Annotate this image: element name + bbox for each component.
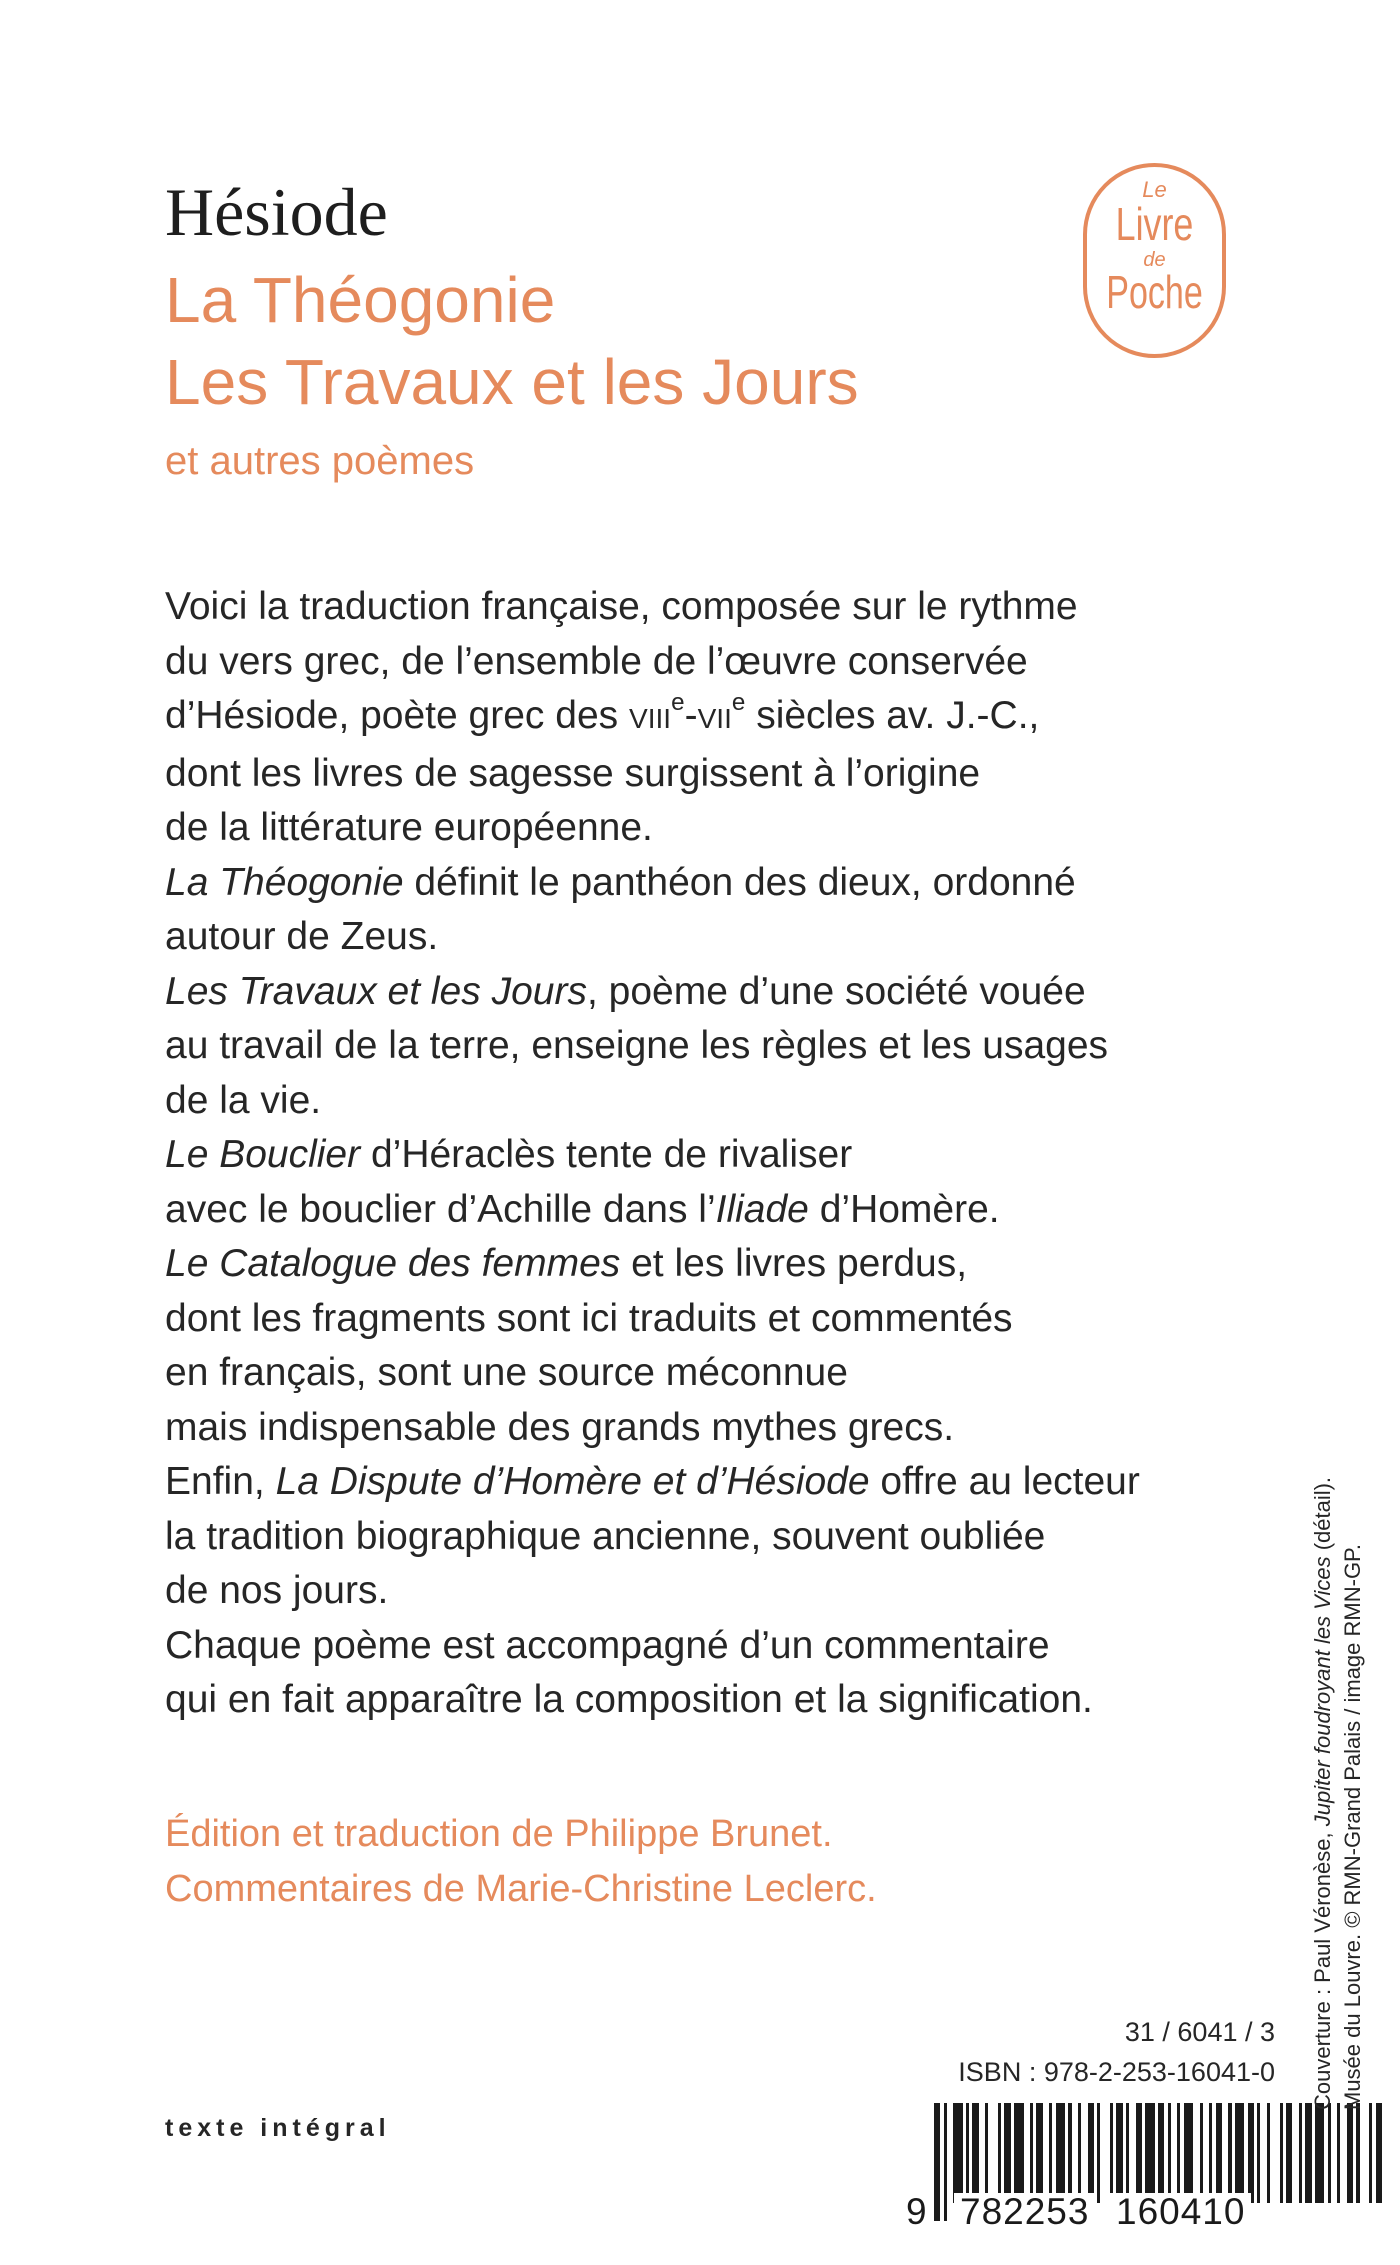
barcode-bar (1110, 2103, 1113, 2203)
author-name: Hésiode (165, 174, 388, 250)
barcode-bar (1184, 2103, 1194, 2203)
barcode-bar (1097, 2103, 1100, 2203)
title-travaux-et-jours: Les Travaux et les Jours (165, 346, 859, 418)
blurb-line: Les Travaux et les Jours, poème d’une société vouée (165, 969, 1086, 1013)
cover-credit-line1: Couverture : Paul Véronèse, Jupiter foudroyant les Vices (détail). (1310, 1476, 1335, 2110)
title-theogonie: La Théogonie (165, 264, 556, 336)
barcode-bar (1136, 2103, 1142, 2203)
blurb-line: Voici la traduction française, composée sur le rythme (165, 585, 1078, 628)
blurb-line: du vers grec, de l’ensemble de l’œuvre conservée (165, 639, 1028, 683)
blurb-line: La Théogonie définit le panthéon des dieux, ordonné (165, 860, 1076, 904)
barcode-bar (953, 2103, 963, 2203)
blurb-line: autour de Zeus. (165, 915, 439, 958)
blurb-line: Le Bouclier d’Héraclès tente de rivaliser (165, 1133, 853, 1176)
subtitle: et autres poèmes (165, 439, 475, 483)
barcode-bar (1078, 2103, 1081, 2203)
barcode-bar (1209, 2103, 1212, 2203)
blurb-line: avec le bouclier d’Achille dans l’Iliade d’Homère. (165, 1187, 1000, 1231)
blurb-line: Le Catalogue des femmes et les livres perdus, (165, 1242, 968, 1285)
barcode-bar (1248, 2103, 1254, 2203)
back-cover-blurb (165, 580, 1245, 1728)
blurb-line: dont les fragments sont ici traduits et commentés (165, 1296, 1013, 1340)
barcode-bar (1286, 2103, 1292, 2203)
texte-integral-label: texte intégral (165, 2114, 391, 2142)
logo-livre: Livre (1115, 198, 1194, 250)
barcode-bar (1030, 2103, 1033, 2203)
barcode-bar (1369, 2103, 1372, 2203)
blurb-line: mais indispensable des grands mythes grecs. (165, 1405, 955, 1449)
barcode-first-digit: 9 (906, 2191, 928, 2232)
barcode-bar (1145, 2103, 1155, 2203)
barcode-bar (944, 2103, 947, 2221)
barcode-right-group: 160410 (1110, 2193, 1251, 2230)
livre-de-poche-logo (1083, 163, 1226, 358)
barcode-bar (934, 2103, 940, 2221)
cover-credit-line2: Musée du Louvre. © RMN-Grand Palais / image RMN-GP. (1340, 1543, 1365, 2110)
blurb-line: au travail de la terre, enseigne les règles et les usages (165, 1024, 1109, 1067)
barcode-left-group: 782253 (954, 2193, 1095, 2230)
barcode-bar (1228, 2103, 1231, 2203)
barcode-bar (1280, 2103, 1283, 2203)
logo-le: Le (1142, 177, 1167, 202)
barcode-bar (1056, 2103, 1066, 2203)
isbn: ISBN : 978-2-253-16041-0 (958, 2057, 1275, 2087)
barcode-bar (1049, 2103, 1052, 2203)
product-codes (958, 2012, 1275, 2092)
commentary-credit: Commentaires de Marie-Christine Leclerc. (165, 1868, 877, 1910)
barcode-bar (998, 2103, 1001, 2203)
blurb-line: d’Hésiode, poète grec des VIIIe-VIIe siècles av. J.-C., (165, 688, 1040, 737)
barcode-bars (934, 2103, 1274, 2203)
logo-poche: Poche (1106, 266, 1203, 318)
cover-credit (1308, 1450, 1368, 2110)
barcode-bar (985, 2103, 988, 2203)
barcode-bar (1328, 2103, 1331, 2203)
barcode-bar (966, 2103, 969, 2203)
blurb-line: qui en fait apparaître la composition et la signification. (165, 1678, 1093, 1721)
barcode-bar (972, 2103, 978, 2203)
logo-de: de (1143, 249, 1166, 271)
barcode-bar (1014, 2103, 1024, 2203)
barcode-bar (1200, 2103, 1203, 2203)
edition-credit: Édition et traduction de Philippe Brunet. (165, 1813, 833, 1855)
blurb-line: Enfin, La Dispute d’Homère et d’Hésiode offre au lecteur (165, 1460, 1140, 1503)
barcode-bar (1299, 2103, 1302, 2203)
blurb-line: dont les livres de sagesse surgissent à l’origine (165, 751, 981, 795)
barcode-bar (1068, 2103, 1071, 2203)
barcode-bar (1376, 2103, 1382, 2203)
barcode-bar (1216, 2103, 1222, 2203)
blurb-line: de la littérature européenne. (165, 806, 653, 849)
barcode-bar (1347, 2103, 1353, 2203)
barcode-bar (1116, 2103, 1122, 2203)
barcode-bar (1235, 2103, 1245, 2203)
barcode-bar (1036, 2103, 1042, 2203)
barcode-bar (1337, 2103, 1340, 2203)
barcode-bar (1305, 2103, 1311, 2203)
blurb-line: la tradition biographique ancienne, souvent oubliée (165, 1514, 1046, 1558)
barcode (906, 2103, 1274, 2232)
blurb-line: de nos jours. (165, 1569, 389, 1612)
barcode-bar (1088, 2103, 1094, 2203)
reference-code: 31 / 6041 / 3 (1124, 2017, 1275, 2047)
barcode-bar (1257, 2103, 1260, 2203)
barcode-bar (1315, 2103, 1325, 2203)
blurb-line: Chaque poème est accompagné d’un commentaire (165, 1623, 1050, 1667)
barcode-bar (1267, 2103, 1270, 2203)
blurb-line: en français, sont une source méconnue (165, 1351, 848, 1394)
barcode-bar (1126, 2103, 1129, 2203)
barcode-bar (1004, 2103, 1010, 2203)
blurb-line: de la vie. (165, 1078, 322, 1122)
barcode-bar (1158, 2103, 1164, 2203)
barcode-bar (1356, 2103, 1359, 2203)
